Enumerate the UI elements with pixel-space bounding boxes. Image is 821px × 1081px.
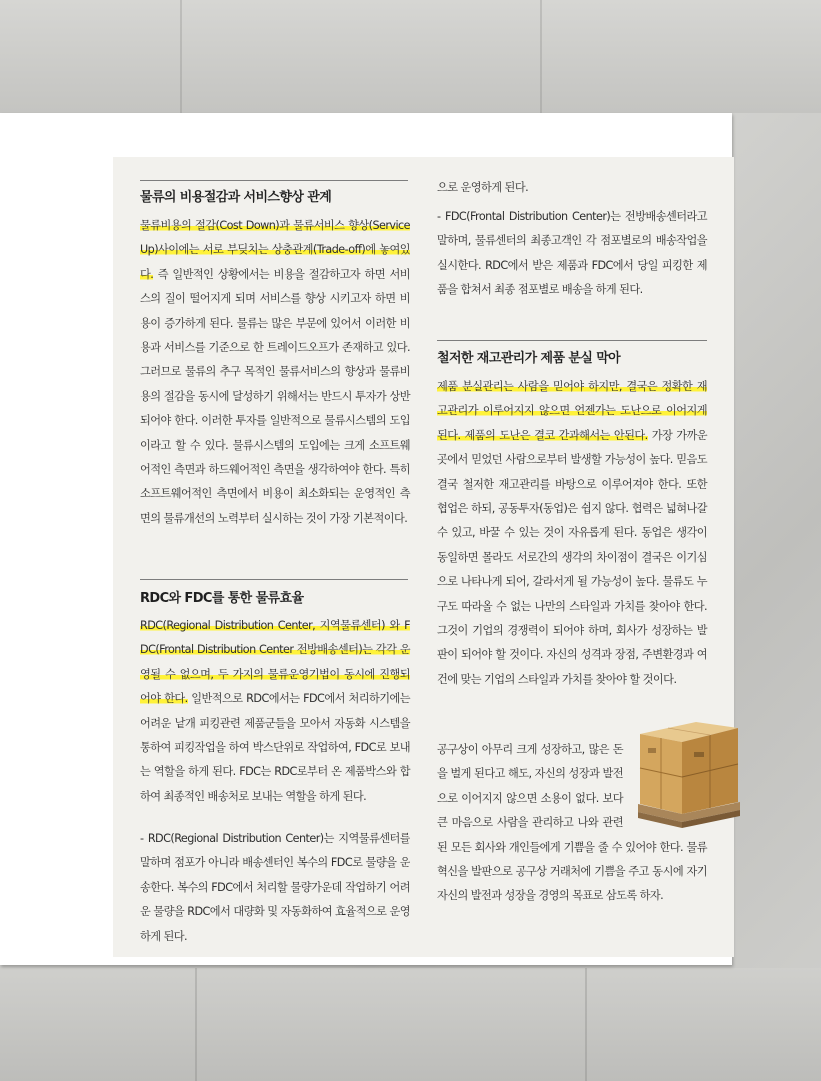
background-texture-bottom: [0, 968, 821, 1081]
paragraph-rdc-note-part1: - RDC(Regional Distribution Center)는 지역물류센터를 말하며 점포가 아니라 배송센터인 복수의 FDC로 물량을 운송한다. 복수의 FDC에서 처리할 물량가운데 작업하기 어려운 물량을 RDC에서 대량화 및 자동화하여 효율적으로 운영하게 된다.: [140, 832, 410, 943]
highlighted-text: RDC(Regional Distribution Center, 지역물류센터) 와 FDC(Frontal Distribution Center 전방배송센터)는 각각 운영될 수 없으며, 두 가지의 물류운영기법이 동시에 진행되어야 한다.: [140, 619, 410, 706]
section-rule: [140, 180, 408, 181]
background-texture-top: [0, 0, 821, 113]
highlighted-text: 물류비용의 절감(Cost Down)과 물류서비스 향상(Service Up)사이에는 서로 부딪치는 상충관계(Trade-off)에 놓여있다.: [140, 219, 410, 281]
paragraph-fdc-note: - FDC(Frontal Distribution Center)는 전방배송센터라고 말하며, 물류센터의 최종고객인 각 점포별로의 배송작업을 실시한다. RDC에서 받은 제품과 FDC에서 당일 피킹한 제품을 합쳐서 최종 점포별로 배송을 하게 된다.: [437, 210, 707, 297]
paragraph-cost-service: [140, 214, 410, 531]
paragraph-closing: [437, 738, 707, 909]
section-rule: [437, 340, 707, 341]
body-text: 으로 운영하게 된다.: [437, 181, 529, 194]
body-text: 가장 가까운 곳에서 믿었던 사람으로부터 발생할 가능성이 높다. 믿음도 결국 철저한 재고관리를 바탕으로 이루어져야 한다. 또한 협업은 하되, 공동투자(동업)은 쉽지 않다. 협력은 넓혀나갈 수 있고, 바꿀 수 있는 것이 자유롭게 된다. 동업은 생각이 동일하면 몰라도 서로간의 생각의 차이점이 결국은 이기심으로 나타나게 되어, 갈라서게 될 가능성이 높다. 물류도 누구도 따라올 수 없는 나만의 스타일과 가치를 찾아야 한다. 그것이 기업의 경쟁력이 되어야 하며, 회사가 성장하는 발판이 되어야 할 것이다. 자신의 성격과 장점, 주변환경과 여건에 맞는 기업의 스타일과 가치를 찾아야 할 것이다.: [437, 428, 707, 686]
paragraph-rdc-note-continued: [437, 176, 707, 200]
body-text: 즉 일반적인 상황에서는 비용을 절감하고자 하면 서비스의 질이 떨어지게 되며 서비스를 향상 시키고자 하면 비용이 증가하게 된다. 물류는 많은 부문에 있어서 이러한 비용과 서비스를 기준으로 한 트레이드오프가 존재하고 있다. 그러므로 물류의 추구 목적인 물류서비스의 향상과 물류비용의 절감을 동시에 달성하기 위해서는 반드시 투자가 상반되어야 한다. 이러한 투자를 일반적으로 물류시스템의 도입이라고 할 수 있다. 물류시스템의 도입에는 크게 소프트웨어적인 측면과 하드웨어적인 측면을 생각하여야 한다. 특히 소프트웨어적인 측면에서 비용이 최소화되는 운영적인 측면의 물류개선의 노력부터 실시하는 것이 가장 기본적이다.: [140, 267, 410, 525]
section-rule: [140, 579, 408, 580]
section-heading-rdc-fdc: RDC와 FDC를 통한 물류효율: [140, 591, 304, 606]
section-heading-inventory: 철저한 재고관리가 제품 분실 막아: [437, 351, 621, 366]
body-text: 일반적으로 RDC에서는 FDC에서 처리하기에는 어려운 낱개 피킹관련 제품군들을 모아서 자동화 시스템을 통하여 피킹작업을 하여 박스단위로 작업하여, FDC로 보내는 역할을 하게 된다. FDC는 RDC로부터 온 제품박스와 합하여 최종적인 배송처로 보내는 역할을 하게 된다.: [140, 692, 410, 803]
body-text: 공구상이 아무리 크게 성장하고, 많은 돈을 벌게 된다고 해도, 자신의 성장과 발전으로 이어지지 않으면 소용이 없다. 보다 큰 마음으로 사람을 관리하고 나와 관련된 모든 회사와 개인들에게 기쁨을 줄 수 있어야 한다. 물류 혁신을 발판으로 공구상 거래처에 기쁨을 주고 동시에 자기자신의 발전과 성장을 경영의 목표로 삼도록 하자.: [437, 743, 707, 903]
image-float-spacer: [623, 738, 707, 834]
paragraph-rdc-fdc: [140, 614, 410, 809]
highlighted-text: 제품 분실관리는 사람을 믿어야 하지만, 결국은 정확한 재고관리가 이루어지지 않으면 언젠가는 도난으로 이어지게 된다. 제품의 도난은 결코 간과해서는 안된다.: [437, 380, 707, 442]
section-heading-cost-service: 물류의 비용절감과 서비스향상 관계: [140, 190, 332, 205]
paragraph-inventory: [437, 375, 707, 692]
